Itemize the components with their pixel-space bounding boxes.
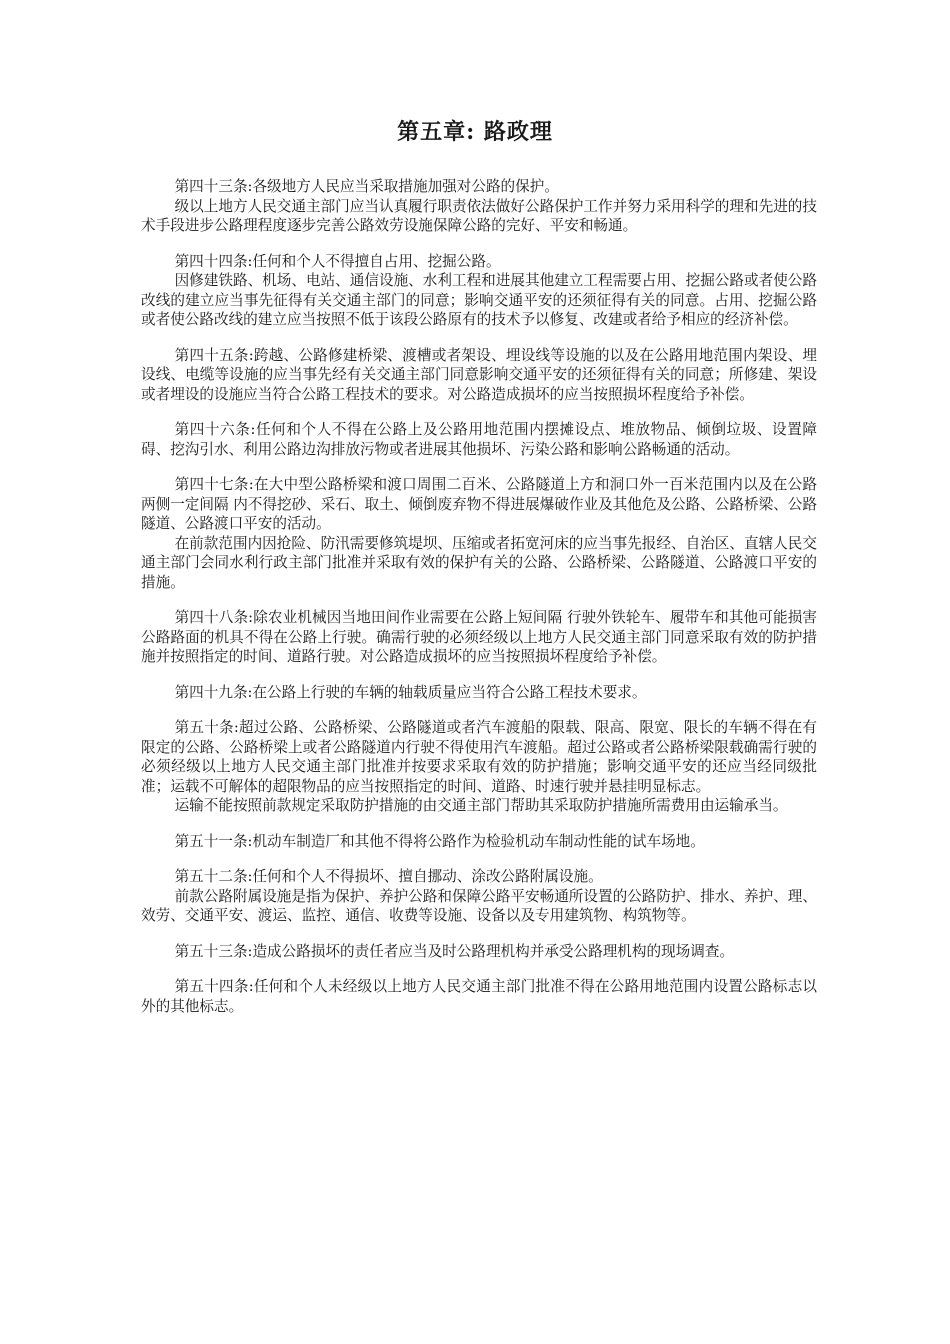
document-body (141, 177, 817, 1032)
article-heading-paragraph: 第四十五条:跨越、公路修建桥梁、渡槽或者架设、埋设线等设施的以及在公路用地范围内架设、埋设线、电缆等设施的应当事先经有关交通主部门同意影响交通平安的还须征得有关的同意；所修建、架设或者埋设的设施应当符合公路工程技术的要求。对公路造成损坏的应当按照损坏程度给予补偿。 (141, 346, 817, 403)
article-block (141, 420, 817, 459)
article-heading-paragraph: 第五十四条:任何和个人未经级以上地方人民交通主部门批准不得在公路用地范围内设置公路标志以外的其他标志。 (141, 978, 817, 1015)
article-heading-paragraph: 第四十七条:在大中型公路桥梁和渡口周围二百米、公路隧道上方和洞口外一百米范围内以及在公路两侧一定间隔 内不得挖砂、采石、取土、倾倒废弃物不得进展爆破作业及其他危及公路、公路桥梁、公路隧道、公路渡口平安的活动。 (141, 476, 817, 532)
article-block (141, 177, 817, 236)
article-block (141, 683, 817, 703)
article-block (141, 832, 817, 852)
article-heading-paragraph: 第四十九条:在公路上行驶的车辆的轴载质量应当符合公路工程技术要求。 (174, 683, 647, 701)
article-paragraph: 运输不能按照前款规定采取防护措施的由交通主部门帮助其采取防护措施所需费用由运输承当。 (174, 797, 788, 814)
article-block (141, 977, 817, 1016)
article-block (141, 475, 817, 592)
article-heading-paragraph: 第五十二条:任何和个人不得损坏、擅自挪动、涂改公路附属设施。 (174, 868, 603, 885)
article-paragraph: 级以上地方人民交通主部门应当认真履行职责依法做好公路保护工作并努力采用科学的理和先进的技术手段进步公路理程度逐步完善公路效劳设施保障公路的完好、平安和畅通。 (141, 197, 817, 234)
article-paragraph: 前款公路附属设施是指为保护、养护公路和保障公路平安畅通所设置的公路防护、排水、养护、理、效劳、交通平安、渡运、监控、通信、收费等设施、设备以及专用建筑物、构筑物等。 (141, 887, 817, 924)
article-block (141, 942, 817, 962)
article-block (141, 608, 817, 667)
article-block (141, 867, 817, 926)
article-block (141, 718, 817, 816)
article-heading-paragraph: 第四十三条:各级地方人民应当采取措施加强对公路的保护。 (174, 178, 559, 195)
article-heading-paragraph: 第四十六条:任何和个人不得在公路上及公路用地范围内摆摊设点、堆放物品、倾倒垃圾、设置障碍、挖沟引水、利用公路边沟排放污物或者进展其他损坏、污染公路和影响公路畅通的活动。 (141, 421, 817, 458)
article-heading-paragraph: 第五十一条:机动车制造厂和其他不得将公路作为检验机动车制动性能的试车场地。 (174, 832, 705, 850)
article-block (141, 346, 817, 405)
chapter-title: 第五章: 路政理 (397, 119, 553, 145)
article-heading-paragraph: 第四十四条:任何和个人不得擅自占用、挖掘公路。 (174, 252, 501, 270)
article-paragraph: 因修建铁路、机场、电站、通信设施、水利工程和进展其他建立工程需要占用、挖掘公路或者使公路改线的建立应当事先征得有关交通主部门的同意；影响交通平安的还须征得有关的同意。占用、挖掘公路或者使公路改线的建立应当按照不低于该段公路原有的技术予以修复、改建或者给予相应的经济补偿。 (141, 272, 817, 328)
article-block (141, 252, 817, 330)
article-paragraph: 在前款范围内因抢险、防汛需要修筑堤坝、压缩或者拓宽河床的应当事先报经、自治区、直辖人民交通主部门会同水利行政主部门批准并采取有效的保护有关的公路、公路桥梁、公路隧道、公路渡口平安的措施。 (141, 534, 817, 591)
article-heading-paragraph: 第五十条:超过公路、公路桥梁、公路隧道或者汽车渡船的限载、限高、限宽、限长的车辆不得在有限定的公路、公路桥梁上或者公路隧道内行驶不得使用汽车渡船。超过公路或者公路桥梁限载确需行驶的必须经级以上地方人民交通主部门批准并按要求采取有效的防护措施；影响交通平安的还应当经同级批准；运载不可解体的超限物品的应当按照指定的时间、道路、时速行驶并悬挂明显标志。 (141, 719, 817, 795)
article-heading-paragraph: 第五十三条:造成公路损坏的责任者应当及时公路理机构并承受公路理机构的现场调查。 (174, 942, 735, 960)
article-heading-paragraph: 第四十八条:除农业机械因当地田间作业需要在公路上短间隔 行驶外铁轮车、履带车和其他可能损害公路路面的机具不得在公路上行驶。确需行驶的必须经级以上地方人民交通主部门同意采取有效的防护措施并按照指定的时间、道路行驶。对公路造成损坏的应当按照损坏程度给予补偿。 (141, 609, 817, 665)
